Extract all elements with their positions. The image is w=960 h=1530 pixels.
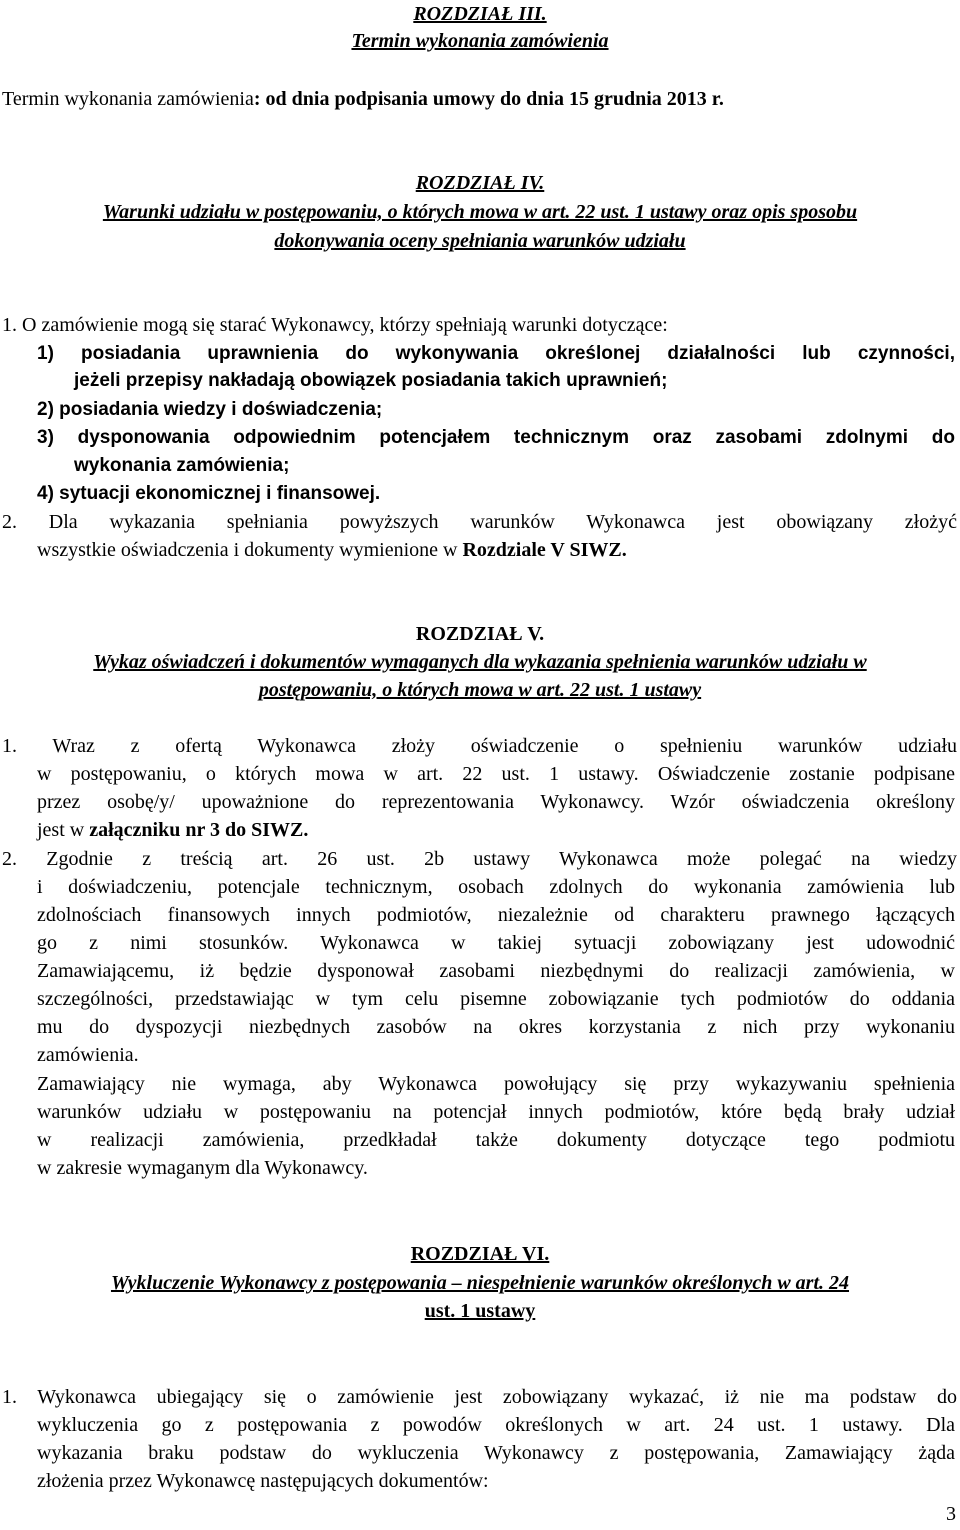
chapter-4-condition-3-line-1: 3) dysponowania odpowiednim potencjałem technicznym oraz zasobami zdolnymi do: [37, 427, 955, 448]
chapter-6-title-line-1: Wykluczenie Wykonawcy z postępowania – niespełnienie warunków określonych w art. 24: [110, 1272, 850, 1294]
chapter-5-point-2-line-4: go z nimi stosunków. Wykonawca w takiej sytuacji zobowiązany jest udowodnić: [37, 932, 955, 954]
chapter-5-point-2-line-7: mu do dyspozycji niezbędnych zasobów na okres korzystania z nich przy wykonaniu: [37, 1016, 955, 1038]
chapter-6-heading: ROZDZIAŁ VI.: [410, 1243, 550, 1265]
chapter-5-title-line-2: postępowaniu, o których mowa w art. 22 ust. 1 ustawy: [258, 679, 702, 701]
chapter-5-point-2-line-2: i doświadczeniu, potencjale technicznym, osobach zdolnych do wykonania zamówienia lub: [37, 876, 955, 898]
chapter-6-point-1-line-4: złożenia przez Wykonawcę następujących dokumentów:: [37, 1470, 489, 1492]
chapter-4-condition-2: 2) posiadania wiedzy i doświadczenia;: [37, 399, 383, 420]
chapter-5-point-1-line-3: przez osobę/y/ upoważnione do reprezentowania Wykonawcy. Wzór oświadczenia określony: [37, 791, 955, 813]
chapter-3-text-date: : od dnia podpisania umowy do dnia 15 grudnia 2013 r.: [253, 88, 724, 110]
chapter-5-point-2-line-5: Zamawiającemu, iż będzie dysponował zasobami niezbędnymi do realizacji zamówienia, w: [37, 960, 955, 982]
chapter-3-text: [2, 85, 724, 113]
chapter-4-point-1: 1. O zamówienie mogą się starać Wykonawcy, którzy spełniają warunki dotyczące:: [2, 314, 668, 336]
chapter-5-point-2-line-3: zdolnościach finansowych innych podmiotów, niezależnie od charakteru prawnego łączących: [37, 904, 955, 926]
chapter-4-point-2-line-2: [37, 536, 627, 564]
chapter-3-title: Termin wykonania zamówienia: [351, 30, 609, 52]
chapter-6-point-1-line-1: 1. Wykonawca ubiegający się o zamówienie jest zobowiązany wykazać, iż nie ma podstaw do: [2, 1386, 957, 1408]
chapter-4-point-2-prefix: wszystkie oświadczenia i dokumenty wymienione w: [37, 539, 463, 561]
chapter-5-point-1-line-1: 1. Wraz z ofertą Wykonawca złoży oświadczenie o spełnieniu warunków udziału: [2, 735, 957, 757]
chapter-5-note-line-2: warunków udziału w postępowaniu na potencjał innych podmiotów, które będą brały udział: [37, 1101, 955, 1123]
chapter-3-text-prefix: Termin wykonania zamówienia: [2, 88, 254, 110]
chapter-6-point-1-line-3: wykazania braku podstaw do wykluczenia Wykonawcy z postępowania, Zamawiający żąda: [37, 1442, 955, 1464]
chapter-5-point-1-attachment: załączniku nr 3 do SIWZ.: [89, 819, 309, 841]
chapter-5-point-1-prefix: jest w: [37, 819, 90, 841]
chapter-5-point-1-line-2: w postępowaniu, o których mowa w art. 22 ust. 1 ustawy. Oświadczenie zostanie podpisane: [37, 763, 955, 785]
chapter-4-title-line-1: Warunki udziału w postępowaniu, o których mowa w art. 22 ust. 1 ustawy oraz opis sposobu: [102, 201, 858, 223]
chapter-6-point-1-line-2: wykluczenia go z postępowania z powodów określonych w art. 24 ust. 1 ustawy. Dla: [37, 1414, 955, 1436]
chapter-4-title-line-2: dokonywania oceny spełniania warunków udziału: [274, 230, 686, 252]
chapter-4-heading: ROZDZIAŁ IV.: [415, 172, 545, 194]
chapter-4-condition-1-line-2: jeżeli przepisy nakładają obowiązek posiadania takich uprawnień;: [74, 370, 668, 391]
chapter-6-title-line-2: ust. 1 ustawy: [424, 1300, 536, 1322]
chapter-5-note-line-3: w realizacji zamówienia, przedkładał także dokumenty dotyczące tego podmiotu: [37, 1129, 955, 1151]
chapter-5-note-line-4: w zakresie wymaganym dla Wykonawcy.: [37, 1157, 368, 1179]
chapter-3-heading: ROZDZIAŁ III.: [413, 3, 547, 25]
chapter-4-point-2-reference: Rozdziale V SIWZ.: [462, 539, 627, 561]
page-number: 3: [946, 1503, 956, 1525]
chapter-5-point-2-line-8: zamówienia.: [37, 1044, 139, 1066]
chapter-5-point-2-line-1: 2. Zgodnie z treścią art. 26 ust. 2b ustawy Wykonawca może polegać na wiedzy: [2, 848, 957, 870]
chapter-5-heading: ROZDZIAŁ V.: [415, 623, 545, 645]
chapter-5-point-1-line-4: [37, 816, 308, 844]
chapter-5-note-line-1: Zamawiający nie wymaga, aby Wykonawca powołujący się przy wykazywaniu spełnienia: [37, 1073, 955, 1095]
chapter-4-condition-1-line-1: 1) posiadania uprawnienia do wykonywania określonej działalności lub czynności,: [37, 343, 955, 364]
chapter-4-condition-4: 4) sytuacji ekonomicznej i finansowej.: [37, 483, 381, 504]
chapter-4-point-2-line-1: 2. Dla wykazania spełniania powyższych warunków Wykonawca jest obowiązany złożyć: [2, 511, 957, 533]
chapter-5-title-line-1: Wykaz oświadczeń i dokumentów wymaganych dla wykazania spełnienia warunków udziału w: [93, 651, 867, 673]
chapter-4-condition-3-line-2: wykonania zamówienia;: [74, 455, 290, 476]
chapter-5-point-2-line-6: szczególności, przedstawiając w tym celu pisemne zobowiązanie tych podmiotów do oddania: [37, 988, 955, 1010]
